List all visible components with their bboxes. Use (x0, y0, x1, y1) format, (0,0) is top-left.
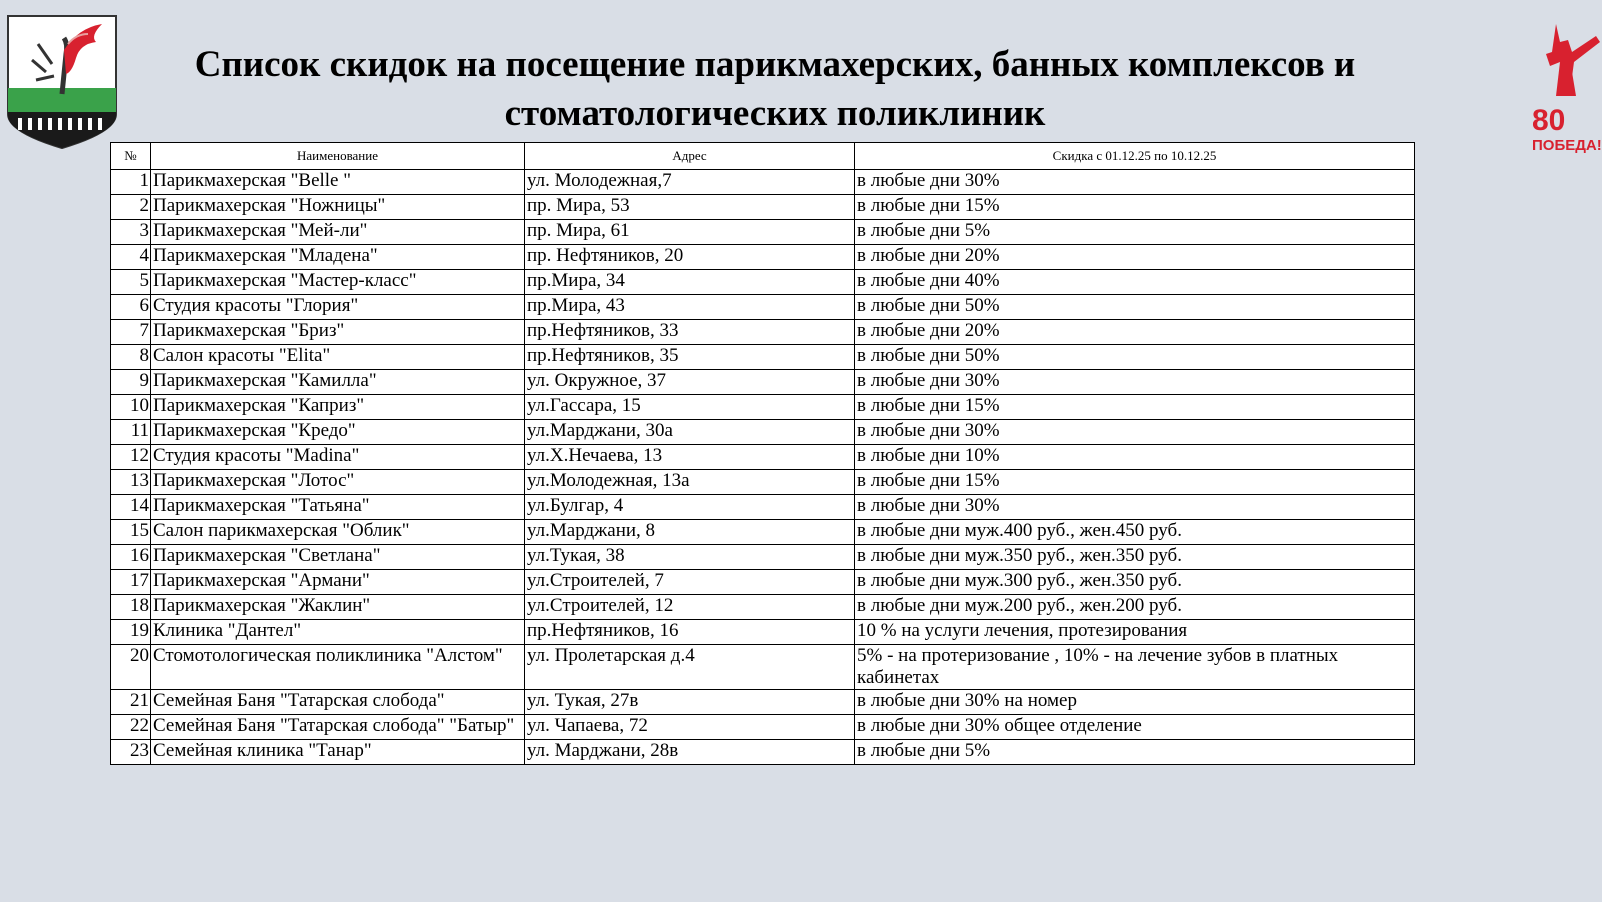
row-address: ул.Марджани, 8 (525, 520, 855, 545)
row-num: 15 (111, 520, 151, 545)
row-num: 14 (111, 495, 151, 520)
victory-80-logo (1530, 22, 1602, 158)
row-address: пр. Нефтяников, 20 (525, 245, 855, 270)
row-name: Семейная Баня "Татарская слобода" (151, 690, 525, 715)
table-row (111, 520, 1415, 545)
row-discount: в любые дни 30% (855, 420, 1415, 445)
row-name: Парикмахерская "Лотос" (151, 470, 525, 495)
table-row (111, 690, 1415, 715)
row-discount: в любые дни 5% (855, 740, 1415, 765)
table-row (111, 320, 1415, 345)
row-name: Клиника "Дантел" (151, 620, 525, 645)
row-name: Парикмахерская "Камилла" (151, 370, 525, 395)
row-discount: в любые дни 30% (855, 370, 1415, 395)
table-row (111, 595, 1415, 620)
row-name: Парикмахерская "Бриз" (151, 320, 525, 345)
table-header-row (111, 143, 1415, 170)
row-address: ул. Окружное, 37 (525, 370, 855, 395)
row-address: пр.Нефтяников, 16 (525, 620, 855, 645)
row-discount: в любые дни 30% (855, 170, 1415, 195)
badge-number: 80 (1532, 104, 1566, 137)
row-name: Парикмахерская "Жаклин" (151, 595, 525, 620)
row-num: 4 (111, 245, 151, 270)
row-name: Парикмахерская "Каприз" (151, 395, 525, 420)
row-address: ул. Марджани, 28в (525, 740, 855, 765)
row-discount: 10 % на услуги лечения, протезирования (855, 620, 1415, 645)
row-name: Салон красоты "Elita" (151, 345, 525, 370)
row-discount: в любые дни 15% (855, 395, 1415, 420)
row-address: ул.Булгар, 4 (525, 495, 855, 520)
column-header-discount: Скидка с 01.12.25 по 10.12.25 (855, 143, 1415, 170)
row-name: Салон парикмахерская "Облик" (151, 520, 525, 545)
table-row (111, 495, 1415, 520)
row-discount: в любые дни 5% (855, 220, 1415, 245)
row-num: 22 (111, 715, 151, 740)
table-row (111, 170, 1415, 195)
table-row (111, 620, 1415, 645)
row-address: ул.Строителей, 12 (525, 595, 855, 620)
row-name: Семейная Баня "Татарская слобода" "Батыр" (151, 715, 525, 740)
column-header-name: Наименование (151, 143, 525, 170)
row-discount: в любые дни муж.400 руб., жен.450 руб. (855, 520, 1415, 545)
row-name: Парикмахерская "Мастер-класс" (151, 270, 525, 295)
row-discount: в любые дни 30% на номер (855, 690, 1415, 715)
row-name: Парикмахерская "Belle " (151, 170, 525, 195)
row-discount: в любые дни 20% (855, 245, 1415, 270)
page-title: Список скидок на посещение парикмахерских, банных комплексов и стоматологических поликлиник (194, 44, 1356, 134)
row-discount: в любые дни 15% (855, 195, 1415, 220)
row-discount: в любые дни 50% (855, 295, 1415, 320)
row-discount: в любые дни 50% (855, 345, 1415, 370)
row-num: 7 (111, 320, 151, 345)
row-discount: в любые дни муж.300 руб., жен.350 руб. (855, 570, 1415, 595)
row-name: Стомотологическая поликлиника "Алстом" (151, 645, 525, 690)
row-num: 9 (111, 370, 151, 395)
row-num: 16 (111, 545, 151, 570)
table-row (111, 270, 1415, 295)
row-num: 11 (111, 420, 151, 445)
row-discount: в любые дни муж.350 руб., жен.350 руб. (855, 545, 1415, 570)
table-row (111, 740, 1415, 765)
row-address: ул. Тукая, 27в (525, 690, 855, 715)
row-name: Парикмахерская "Татьяна" (151, 495, 525, 520)
row-address: ул.Строителей, 7 (525, 570, 855, 595)
row-address: ул.Марджани, 30а (525, 420, 855, 445)
row-num: 8 (111, 345, 151, 370)
row-address: ул. Пролетарская д.4 (525, 645, 855, 690)
table-row (111, 345, 1415, 370)
row-name: Студия красоты "Глория" (151, 295, 525, 320)
row-address: ул. Чапаева, 72 (525, 715, 855, 740)
row-discount: в любые дни муж.200 руб., жен.200 руб. (855, 595, 1415, 620)
table-row (111, 295, 1415, 320)
column-header-num: № (111, 143, 151, 170)
table-row (111, 395, 1415, 420)
row-name: Парикмахерская "Кредо" (151, 420, 525, 445)
row-num: 3 (111, 220, 151, 245)
table-row (111, 715, 1415, 740)
row-name: Парикмахерская "Мей-ли" (151, 220, 525, 245)
table-row (111, 420, 1415, 445)
row-address: пр. Мира, 61 (525, 220, 855, 245)
table-row (111, 445, 1415, 470)
row-address: ул.Молодежная, 13а (525, 470, 855, 495)
row-discount: в любые дни 15% (855, 470, 1415, 495)
row-address: ул. Молодежная,7 (525, 170, 855, 195)
badge-text: ПОБЕДА! (1532, 137, 1602, 154)
row-num: 1 (111, 170, 151, 195)
row-num: 6 (111, 295, 151, 320)
row-name: Студия красоты "Madina" (151, 445, 525, 470)
column-header-address: Адрес (525, 143, 855, 170)
row-discount: 5% - на протеризование , 10% - на лечение зубов в платных кабинетах (855, 645, 1415, 690)
table-row (111, 645, 1415, 690)
row-discount: в любые дни 30% общее отделение (855, 715, 1415, 740)
row-num: 19 (111, 620, 151, 645)
row-num: 20 (111, 645, 151, 690)
table-row (111, 470, 1415, 495)
row-discount: в любые дни 20% (855, 320, 1415, 345)
row-address: пр.Мира, 34 (525, 270, 855, 295)
row-discount: в любые дни 40% (855, 270, 1415, 295)
row-discount: в любые дни 30% (855, 495, 1415, 520)
row-name: Парикмахерская "Светлана" (151, 545, 525, 570)
row-address: ул.Х.Нечаева, 13 (525, 445, 855, 470)
city-emblem-logo (6, 14, 118, 150)
row-num: 23 (111, 740, 151, 765)
row-address: ул.Гассара, 15 (525, 395, 855, 420)
row-address: пр.Нефтяников, 33 (525, 320, 855, 345)
table-row (111, 545, 1415, 570)
row-num: 13 (111, 470, 151, 495)
discount-table (110, 142, 1415, 765)
row-num: 5 (111, 270, 151, 295)
victory-monument-icon (1530, 22, 1602, 158)
table-row (111, 245, 1415, 270)
row-name: Парикмахерская "Армани" (151, 570, 525, 595)
table-row (111, 220, 1415, 245)
row-num: 2 (111, 195, 151, 220)
row-num: 10 (111, 395, 151, 420)
table-row (111, 370, 1415, 395)
table-row (111, 570, 1415, 595)
row-address: ул.Тукая, 38 (525, 545, 855, 570)
row-num: 18 (111, 595, 151, 620)
row-name: Парикмахерская "Ножницы" (151, 195, 525, 220)
row-discount: в любые дни 10% (855, 445, 1415, 470)
row-address: пр. Мира, 53 (525, 195, 855, 220)
emblem-shield-icon (6, 14, 118, 150)
row-name: Семейная клиника "Танар" (151, 740, 525, 765)
row-name: Парикмахерская "Младена" (151, 245, 525, 270)
row-num: 17 (111, 570, 151, 595)
row-num: 21 (111, 690, 151, 715)
row-address: пр.Нефтяников, 35 (525, 345, 855, 370)
row-address: пр.Мира, 43 (525, 295, 855, 320)
row-num: 12 (111, 445, 151, 470)
table-row (111, 195, 1415, 220)
